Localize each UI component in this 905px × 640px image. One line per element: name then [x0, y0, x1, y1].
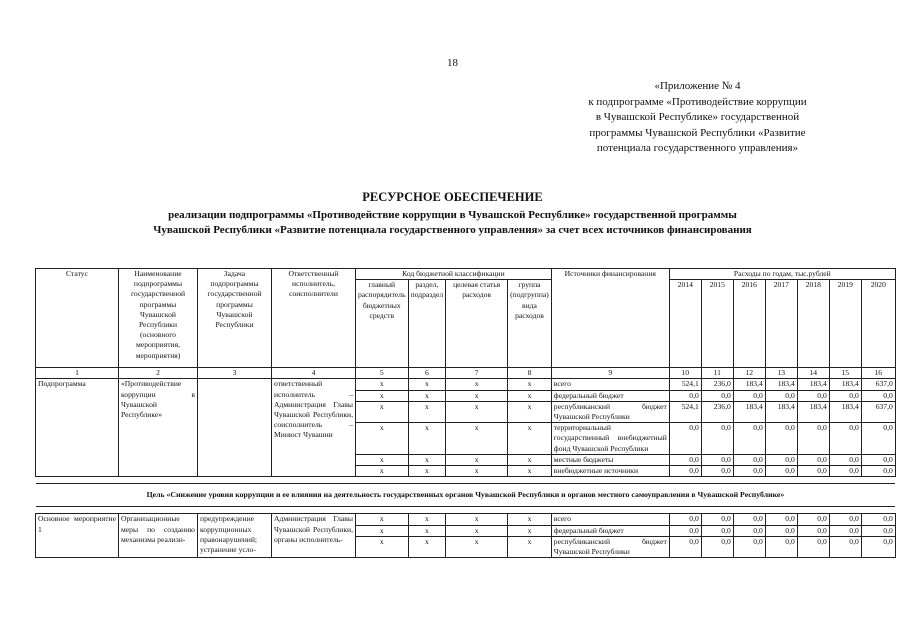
amount-cell: 0,0 [669, 423, 701, 455]
amount-cell: 0,0 [765, 466, 797, 477]
amount-cell: 0,0 [861, 390, 895, 401]
amount-cell: 183,4 [829, 379, 861, 390]
column-number: 16 [861, 368, 895, 379]
budget-code-cell: x [356, 423, 409, 455]
column-number: 3 [198, 368, 272, 379]
amount-cell: 0,0 [701, 390, 733, 401]
header-year: 2019 [829, 280, 861, 368]
column-number: 1 [36, 368, 119, 379]
column-number: 10 [669, 368, 701, 379]
appendix-line: в Чувашской Республике» государственной [595, 111, 800, 124]
source-cell: всего [551, 514, 669, 525]
header-year: 2014 [669, 280, 701, 368]
budget-code-cell: x [408, 536, 446, 557]
header-status: Статус [36, 269, 119, 368]
column-numbers-row [36, 368, 896, 379]
header-year: 2015 [701, 280, 733, 368]
amount-cell: 0,0 [829, 423, 861, 455]
column-number: 4 [272, 368, 356, 379]
amount-cell: 0,0 [701, 454, 733, 465]
amount-cell: 524,1 [669, 401, 701, 422]
amount-cell: 0,0 [733, 454, 765, 465]
amount-cell: 524,1 [669, 379, 701, 390]
amount-cell: 0,0 [701, 423, 733, 455]
source-cell: местные бюджеты [551, 454, 669, 465]
budget-code-cell: x [356, 525, 409, 536]
appendix-line: программы Чувашской Республики «Развитие [589, 126, 806, 139]
amount-cell: 0,0 [669, 390, 701, 401]
source-cell: внебюджетные источники [551, 466, 669, 477]
amount-cell: 0,0 [797, 423, 829, 455]
budget-code-cell: x [356, 379, 409, 390]
spacer [36, 507, 896, 514]
amount-cell: 0,0 [733, 423, 765, 455]
amount-cell: 183,4 [765, 401, 797, 422]
budget-code-cell: x [446, 379, 508, 390]
budget-code-cell: x [408, 423, 446, 455]
column-number: 8 [508, 368, 552, 379]
budget-code-cell: x [508, 401, 552, 422]
source-cell: федеральный бюджет [551, 390, 669, 401]
budget-code-cell: x [446, 454, 508, 465]
amount-cell: 0,0 [701, 536, 733, 557]
amount-cell: 0,0 [765, 390, 797, 401]
budget-code-cell: x [508, 525, 552, 536]
column-number: 14 [797, 368, 829, 379]
source-cell: территориальный государственный внебюджетный фонд Чувашской Республики [551, 423, 669, 455]
amount-cell: 637,0 [861, 379, 895, 390]
header-year: 2020 [861, 280, 895, 368]
header-name: Наименование подпрограммы государственной программы Чувашской Республики (основного мероприятия, мероприятия) [119, 269, 198, 368]
amount-cell: 0,0 [829, 514, 861, 525]
budget-code-cell: x [508, 466, 552, 477]
document-title [20, 190, 885, 238]
appendix-note [545, 79, 850, 157]
header-year: 2017 [765, 280, 797, 368]
goal-statement: Цель «Снижение уровня коррупции и ее влияния на деятельность государственных органов Чувашской Республики и органов местного самоуправления в Чувашской Республике» [36, 484, 896, 507]
budget-code-cell: x [508, 536, 552, 557]
amount-cell: 0,0 [861, 454, 895, 465]
amount-cell: 0,0 [701, 466, 733, 477]
amount-cell: 0,0 [733, 466, 765, 477]
header-budget-code: Код бюджетной классификации [356, 269, 552, 280]
appendix-line: «Приложение № 4 [654, 80, 741, 92]
budget-code-cell: x [408, 454, 446, 465]
amount-cell: 0,0 [829, 525, 861, 536]
header-sources: Источники финансирования [551, 269, 669, 368]
budget-code-cell: x [408, 379, 446, 390]
amount-cell: 0,0 [765, 536, 797, 557]
budget-code-cell: x [446, 514, 508, 525]
amount-cell: 0,0 [829, 454, 861, 465]
column-number: 2 [119, 368, 198, 379]
header-main-manager: главный распорядитель бюджетных средств [356, 280, 409, 368]
amount-cell: 183,4 [829, 401, 861, 422]
header-group: группа (подгруппа) вида расходов [508, 280, 552, 368]
amount-cell: 0,0 [861, 466, 895, 477]
budget-code-cell: x [356, 536, 409, 557]
amount-cell: 0,0 [669, 466, 701, 477]
amount-cell: 0,0 [861, 536, 895, 557]
executor-cell: ответственный исполнитель – Администрация Главы Чувашской Республики, соисполнитель – Минюст Чувашии [272, 379, 356, 477]
amount-cell: 0,0 [797, 514, 829, 525]
header-expenses: Расходы по годам, тыс.рублей [669, 269, 895, 280]
header-target: целевая статья расходов [446, 280, 508, 368]
executor-cell: Администрация Главы Чувашской Республики, органы исполнитель- [272, 514, 356, 558]
spacer [36, 477, 896, 484]
amount-cell: 183,4 [797, 401, 829, 422]
amount-cell: 0,0 [669, 454, 701, 465]
amount-cell: 183,4 [733, 379, 765, 390]
budget-code-cell: x [356, 454, 409, 465]
budget-code-cell: x [508, 390, 552, 401]
amount-cell: 0,0 [829, 466, 861, 477]
header-year: 2016 [733, 280, 765, 368]
column-number: 7 [446, 368, 508, 379]
amount-cell: 0,0 [797, 525, 829, 536]
budget-code-cell: x [356, 466, 409, 477]
amount-cell: 0,0 [733, 525, 765, 536]
page-number: 18 [447, 57, 458, 69]
budget-code-cell: x [446, 536, 508, 557]
header-year: 2018 [797, 280, 829, 368]
source-cell: республиканский бюджет Чувашской Республики [551, 401, 669, 422]
amount-cell: 0,0 [669, 536, 701, 557]
header-task: Задача подпрограммы государственной программы Чувашской Республики [198, 269, 272, 368]
column-number: 13 [765, 368, 797, 379]
budget-code-cell: x [508, 514, 552, 525]
budget-code-cell: x [446, 525, 508, 536]
table-row [36, 379, 896, 390]
amount-cell: 0,0 [669, 514, 701, 525]
resource-table [35, 268, 896, 558]
budget-code-cell: x [356, 390, 409, 401]
table-row [36, 514, 896, 525]
amount-cell: 236,0 [701, 401, 733, 422]
budget-code-cell: x [508, 454, 552, 465]
column-number: 5 [356, 368, 409, 379]
column-number: 6 [408, 368, 446, 379]
column-number: 11 [701, 368, 733, 379]
amount-cell: 183,4 [797, 379, 829, 390]
amount-cell: 0,0 [861, 423, 895, 455]
amount-cell: 0,0 [765, 514, 797, 525]
source-cell: всего [551, 379, 669, 390]
amount-cell: 637,0 [861, 401, 895, 422]
amount-cell: 0,0 [797, 454, 829, 465]
title-line-1: реализации подпрограммы «Противодействие коррупции в Чувашской Республике» государственной программы [168, 209, 737, 221]
amount-cell: 0,0 [861, 514, 895, 525]
budget-code-cell: x [408, 466, 446, 477]
amount-cell: 0,0 [765, 525, 797, 536]
source-cell: республиканский бюджет Чувашской Республики [551, 536, 669, 557]
amount-cell: 0,0 [765, 423, 797, 455]
budget-code-cell: x [446, 390, 508, 401]
amount-cell: 0,0 [861, 525, 895, 536]
amount-cell: 0,0 [829, 536, 861, 557]
amount-cell: 183,4 [765, 379, 797, 390]
amount-cell: 0,0 [797, 466, 829, 477]
amount-cell: 0,0 [701, 514, 733, 525]
column-number: 9 [551, 368, 669, 379]
budget-code-cell: x [408, 390, 446, 401]
amount-cell: 183,4 [733, 401, 765, 422]
amount-cell: 0,0 [829, 390, 861, 401]
title-line-2: Чувашской Республики «Развитие потенциала государственного управления» за счет всех источников финансирования [153, 224, 752, 236]
amount-cell: 0,0 [733, 514, 765, 525]
column-number: 15 [829, 368, 861, 379]
amount-cell: 0,0 [765, 454, 797, 465]
subprogram-section [36, 379, 896, 477]
status-cell: Подпрограмма [36, 379, 119, 477]
main-event-section [36, 514, 896, 558]
status-cell: Основное мероприятие 1 [36, 514, 119, 558]
amount-cell: 0,0 [669, 525, 701, 536]
name-cell: «Противодействие коррупции в Чувашской Республике» [119, 379, 198, 477]
task-cell [198, 379, 272, 477]
column-number: 12 [733, 368, 765, 379]
header-section: раздел, подраздел [408, 280, 446, 368]
appendix-line: потенциала государственного управления» [596, 142, 799, 155]
amount-cell: 0,0 [797, 390, 829, 401]
budget-code-cell: x [446, 466, 508, 477]
source-cell: федеральный бюджет [551, 525, 669, 536]
amount-cell: 0,0 [733, 536, 765, 557]
budget-code-cell: x [408, 514, 446, 525]
amount-cell: 0,0 [733, 390, 765, 401]
name-cell: Организационные меры по созданию механизма реализи- [119, 514, 198, 558]
appendix-line: к подпрограмме «Противодействие коррупции [588, 95, 807, 108]
task-cell: предупреждение коррупционных правонарушений; устранение усло- [198, 514, 272, 558]
budget-code-cell: x [508, 423, 552, 455]
budget-code-cell: x [356, 401, 409, 422]
header-executor: Ответственный исполнитель, соисполнители [272, 269, 356, 368]
budget-code-cell: x [408, 401, 446, 422]
amount-cell: 0,0 [701, 525, 733, 536]
budget-code-cell: x [446, 423, 508, 455]
budget-code-cell: x [356, 514, 409, 525]
amount-cell: 0,0 [797, 536, 829, 557]
budget-code-cell: x [508, 379, 552, 390]
budget-code-cell: x [446, 401, 508, 422]
amount-cell: 236,0 [701, 379, 733, 390]
budget-code-cell: x [408, 525, 446, 536]
title-main: РЕСУРСНОЕ ОБЕСПЕЧЕНИЕ [362, 190, 543, 204]
